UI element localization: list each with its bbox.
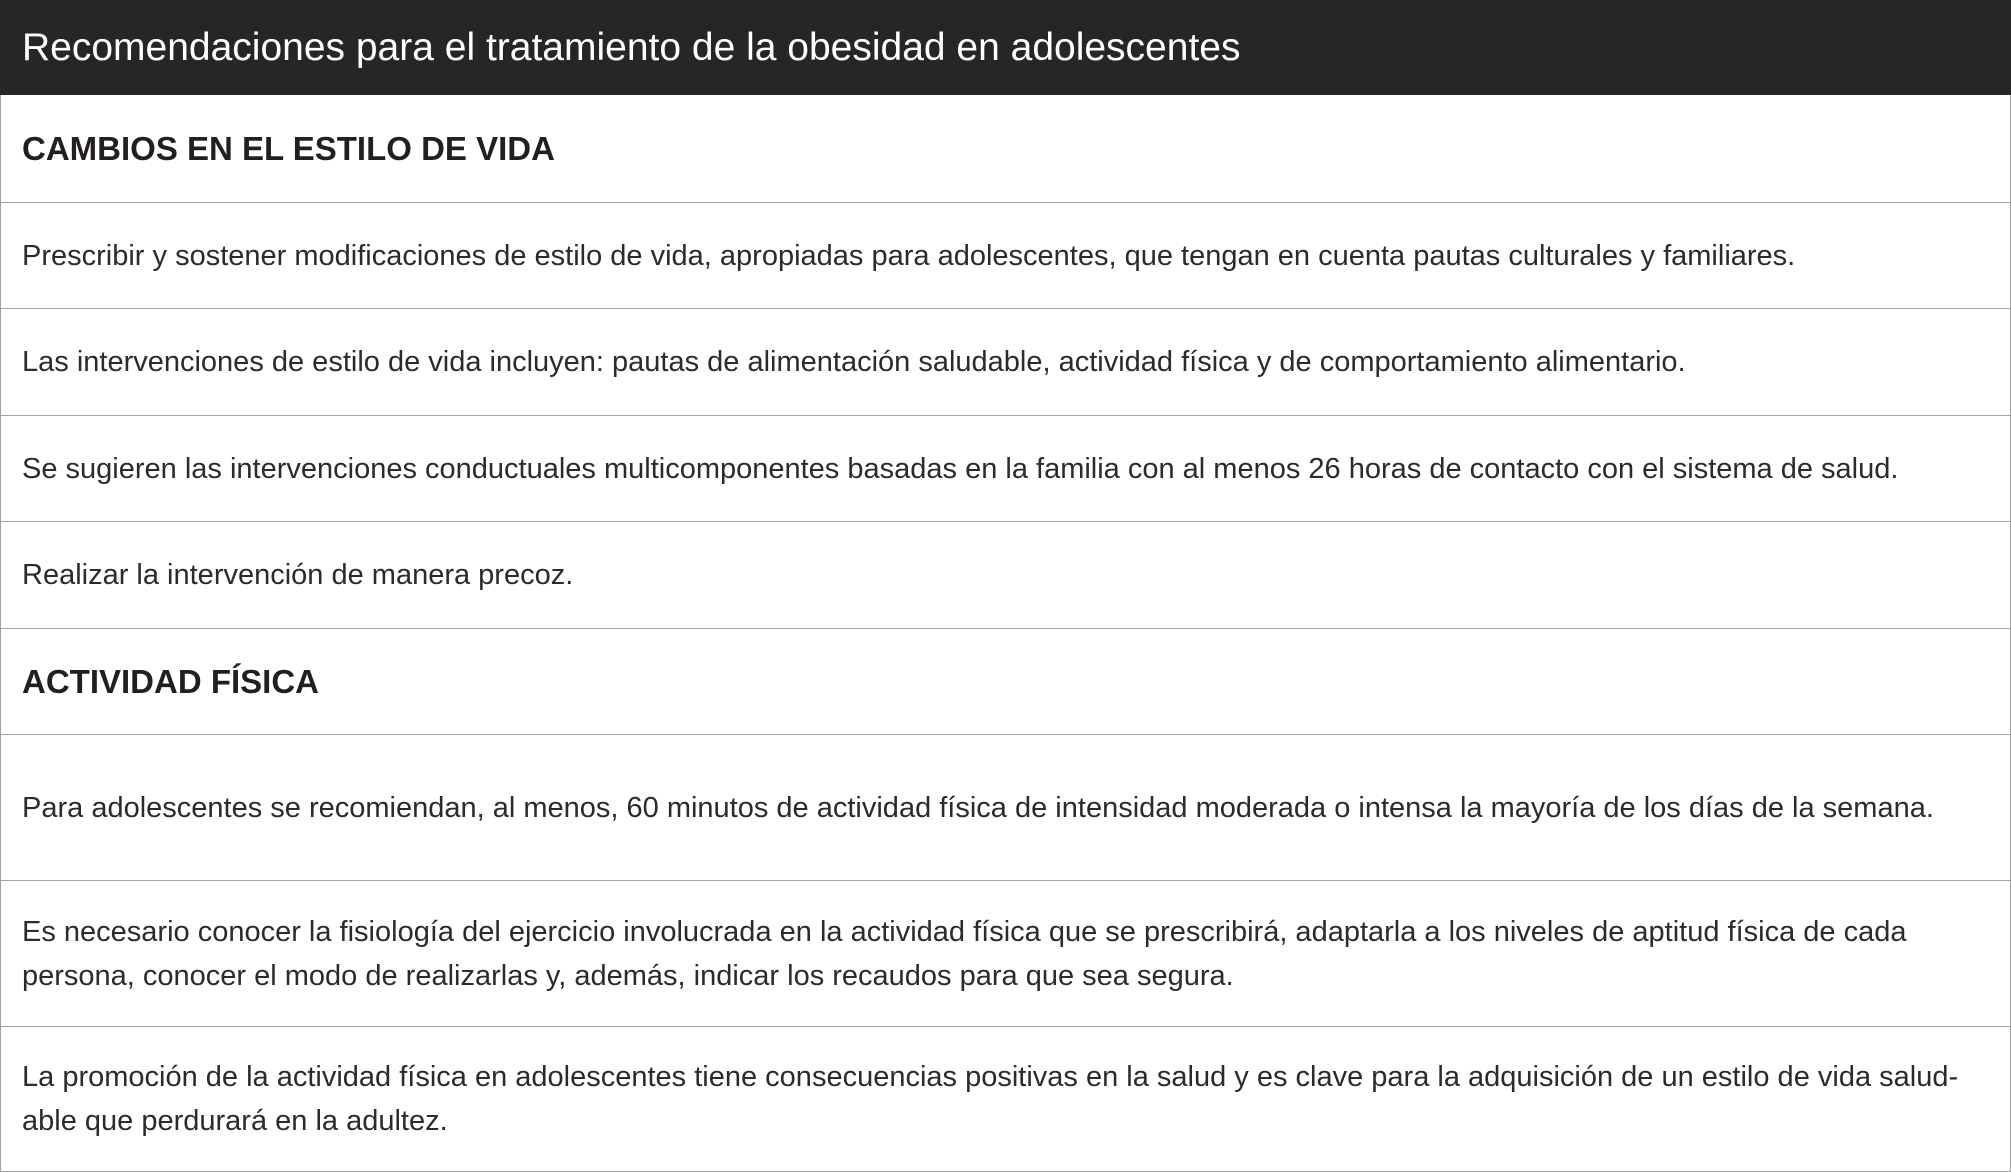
section-heading-text: CAMBIOS EN EL ESTILO DE VIDA: [22, 129, 555, 167]
table-title-bar: [0, 0, 2011, 95]
recommendation-row: [0, 1026, 2011, 1172]
recommendation-text-line: La promoción de la actividad física en adolescentes tiene consecuencias positivas en la salud y es clave para la adquisición de un estilo de vida salud-: [22, 1061, 1959, 1093]
recommendation-text-line: Es necesario conocer la fisiología del ejercicio involucrada en la actividad física que se prescribirá, adaptarla a los niveles de aptitud física de cada: [22, 915, 1907, 948]
recommendation-text-line: Realizar la intervención de manera precoz.: [22, 559, 574, 591]
table-title: Recomendaciones para el tratamiento de la obesidad en adolescentes: [22, 25, 1241, 69]
recommendation-text-line: Se sugieren las intervenciones conductuales multicomponentes basadas en la familia con al menos 26 horas de contacto con el sistema de salud.: [22, 452, 1899, 485]
recommendation-text-line: Prescribir y sostener modificaciones de estilo de vida, apropiadas para adolescentes, que tengan en cuenta pautas culturales y familiares.: [22, 239, 1796, 272]
recommendation-text-line: Las intervenciones de estilo de vida incluyen: pautas de alimentación saludable, actividad física y de comportamiento alimentario.: [22, 346, 1686, 378]
recommendation-row: [0, 308, 2011, 415]
recommendation-row: [0, 734, 2011, 880]
recommendation-row: [0, 202, 2011, 308]
recommendation-row: [0, 415, 2011, 521]
recommendation-row: [0, 521, 2011, 628]
recommendation-text-line: able que perdurará en la adultez.: [22, 1105, 448, 1137]
recommendation-text-line: Para adolescentes se recomiendan, al menos, 60 minutos de actividad física de intensidad moderada o intensa la mayoría de los días de la semana.: [22, 791, 1934, 824]
recommendation-text-line: persona, conocer el modo de realizarlas y, además, indicar los recaudos para que sea segura.: [22, 959, 1234, 992]
recommendation-row: [0, 880, 2011, 1026]
section-heading-lifestyle-changes: [0, 95, 2011, 202]
section-heading-text: ACTIVIDAD FÍSICA: [22, 662, 319, 700]
section-heading-physical-activity: [0, 628, 2011, 734]
